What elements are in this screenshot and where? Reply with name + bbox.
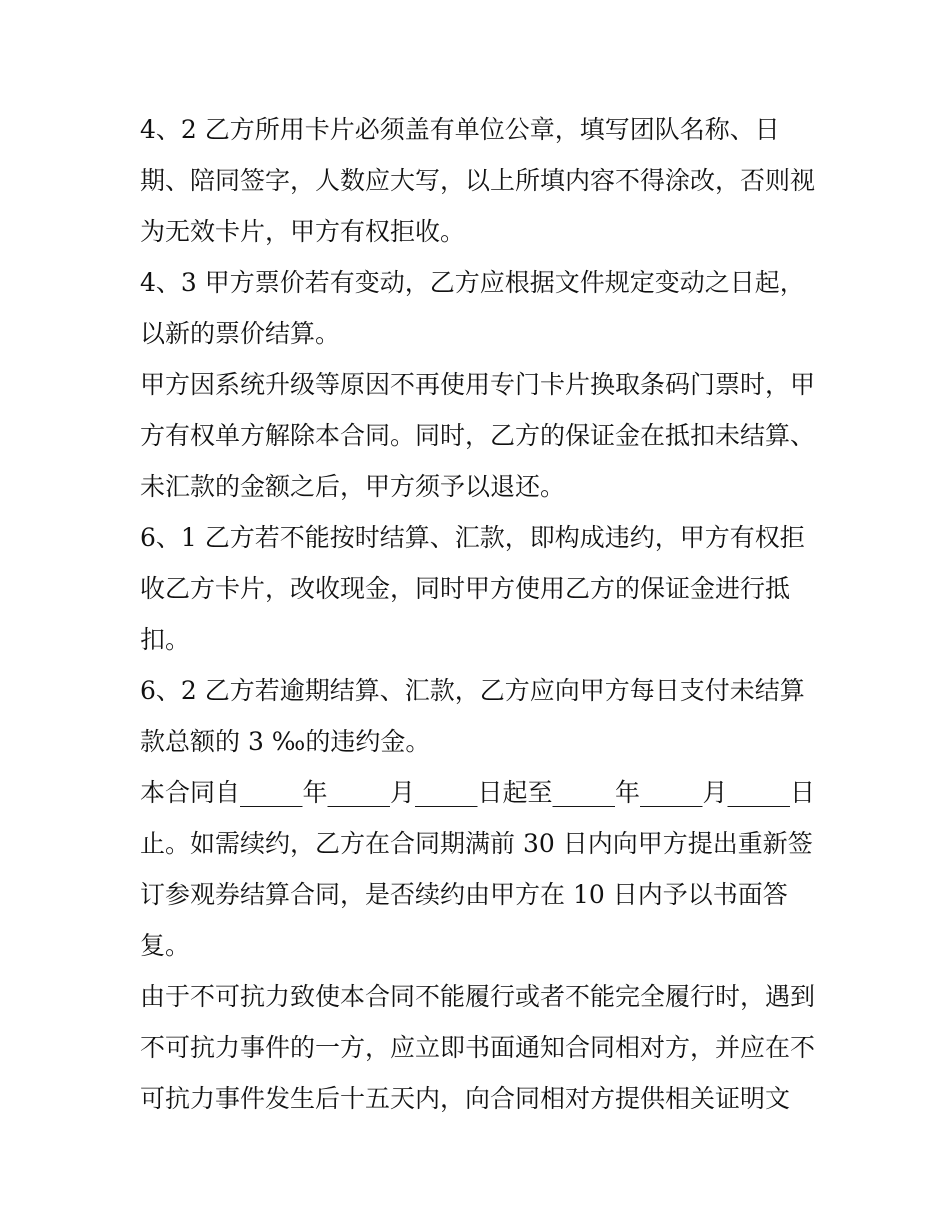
text-line: 复。 [140,931,191,960]
text-line: 6、2 乙方若逾期结算、汇款，乙方应向甲方每日支付未结算 [140,676,805,705]
text-line: 可抗力事件发生后十五天内，向合同相对方提供相关证明文 [140,1084,791,1113]
text-line: 款总额的 3 ‰的违约金。 [140,727,431,756]
text-line: 扣。 [140,625,191,654]
text-line: 为无效卡片，甲方有权拒收。 [140,217,466,246]
contract-text [140,104,820,1124]
text-line: 4、3 甲方票价若有变动，乙方应根据文件规定变动之日起， [140,268,805,297]
text-line: 6、1 乙方若不能按时结算、汇款，即构成违约，甲方有权拒 [140,523,805,552]
text-line: 止。如需续约，乙方在合同期满前 30 日内向甲方提出重新签 [140,829,813,858]
text-line: 由于不可抗力致使本合同不能履行或者不能完全履行时，遇到 [140,982,816,1011]
text-line: 不可抗力事件的一方，应立即书面通知合同相对方，并应在不 [140,1033,816,1062]
text-line: 4、2 乙方所用卡片必须盖有单位公章，填写团队名称、日 [140,115,780,144]
text-line: 订参观券结算合同，是否续约由甲方在 10 日内予以书面答 [140,880,788,909]
text-line: 期、陪同签字，人数应大写，以上所填内容不得涂改，否则视 [140,166,816,195]
text-line: 收乙方卡片，改收现金，同时甲方使用乙方的保证金进行抵 [140,574,791,603]
text-line: 本合同自_____年_____月_____日起至_____年_____月_____日 [140,778,816,807]
text-line: 以新的票价结算。 [140,319,341,348]
text-line: 方有权单方解除本合同。同时，乙方的保证金在抵扣未结算、 [140,421,816,450]
text-line: 甲方因系统升级等原因不再使用专门卡片换取条码门票时，甲 [140,370,816,399]
text-line: 未汇款的金额之后，甲方须予以退还。 [140,472,566,501]
